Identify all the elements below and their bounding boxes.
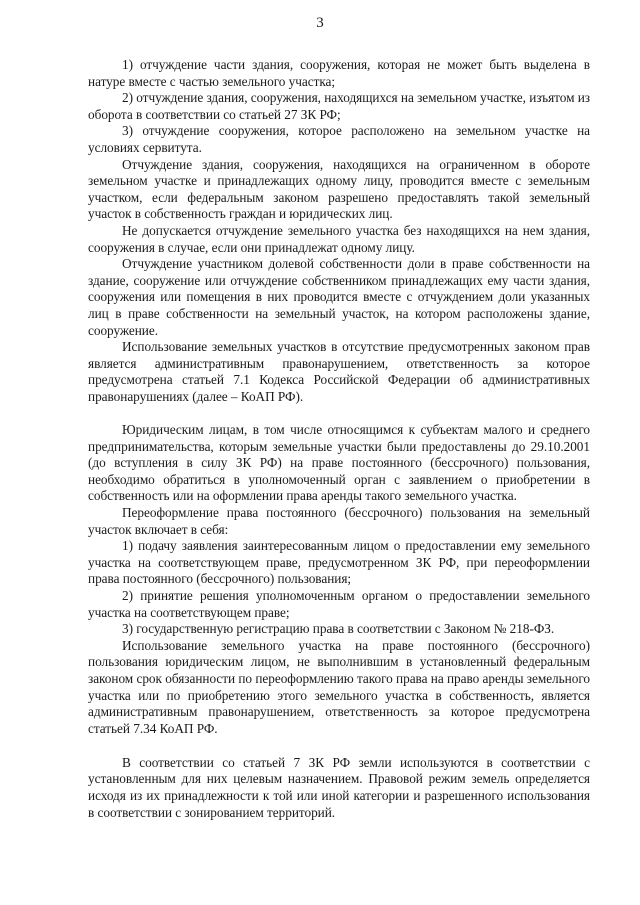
paragraph-land-purpose: В соответствии со статьей 7 ЗК РФ земли используются в соответствии с установленным для них целевым назначением. Правовой режим земель определяется исходя из их принадлежности к той или иной категории и разрешенного использования в соответствии с зонированием территорий. xyxy=(88,754,590,820)
paragraph-permanent-use-offence: Использование земельного участка на праве постоянного (бессрочного) пользования юридическим лицом, не выполнившим в установленный федеральным законом срок обязанности по переоформлению такого права на право аренды земельного участка или по приобретению этого земельного участка в собственность, является административным правонарушением, ответственность за которое предусмотрена статьей 7.34 КоАП РФ. xyxy=(88,637,590,736)
list-item-3: 3) отчуждение сооружения, которое расположено на земельном участке на условиях сервитута. xyxy=(88,123,590,155)
page-number: 3 xyxy=(316,15,324,31)
reissue-step-3: 3) государственную регистрацию права в соответствии с Законом № 218-ФЗ. xyxy=(122,621,555,637)
reissue-step-2: 2) принятие решения уполномоченным органом о предоставлении земельного участка на соответствующем праве; xyxy=(88,588,590,620)
paragraph-legal-entities: Юридическим лицам, в том числе относящимся к субъектам малого и среднего предпринимательства, которым земельные участки были предоставлены до 29.10.2001 (до вступления в силу ЗК РФ) на праве постоянного (бессрочного) пользования, необходимо обратиться в уполномоченный орган с заявлением о приобретении в собственность или на оформлении права аренды такого земельного участка. xyxy=(88,422,590,504)
paragraph-alienation-restricted: Отчуждение здания, сооружения, находящихся на ограниченном в обороте земельном участке и принадлежащих одному лицу, проводится вместе с земельным участком, если федеральным законом разрешено предоставлять такой земельный участок в собственность граждан и юридических лиц. xyxy=(88,156,590,222)
paragraph-reissue-includes: Переоформление права постоянного (бессрочного) пользования на земельный участок включает в себя: xyxy=(88,505,590,537)
list-item-2: 2) отчуждение здания, сооружения, находящихся на земельном участке, изъятом из оборота в соответствии со статьей 27 ЗК РФ; xyxy=(88,90,590,122)
list-item-1: 1) отчуждение части здания, сооружения, которая не может быть выделена в натуре вместе с частью земельного участка; xyxy=(88,57,590,89)
paragraph-shared-ownership: Отчуждение участником долевой собственности доли в праве собственности на здание, сооружение или отчуждение собственником принадлежащих ему части здания, сооружения или помещения в них проводится вместе с отчуждением доли указанных лиц в праве собственности на земельный участок, на котором расположены здание, сооружение. xyxy=(88,256,590,338)
paragraph-not-allowed: Не допускается отчуждение земельного участка без находящихся на нем здания, сооружения в случае, если они принадлежат одному лицу. xyxy=(88,222,590,255)
paragraph-administrative-offence: Использование земельных участков в отсутствие предусмотренных законом прав является административным правонарушением, ответственность за которое предусмотрена статьей 7.1 Кодекса Российской Федерации об административных правонарушениях (далее – КоАП РФ). xyxy=(88,339,590,404)
reissue-step-1: 1) подачу заявления заинтересованным лицом о предоставлении ему земельного участка на соответствующем праве, предусмотренном ЗК РФ, при переоформлении права постоянного (бессрочного) пользования; xyxy=(88,538,590,587)
document-body xyxy=(88,57,590,821)
